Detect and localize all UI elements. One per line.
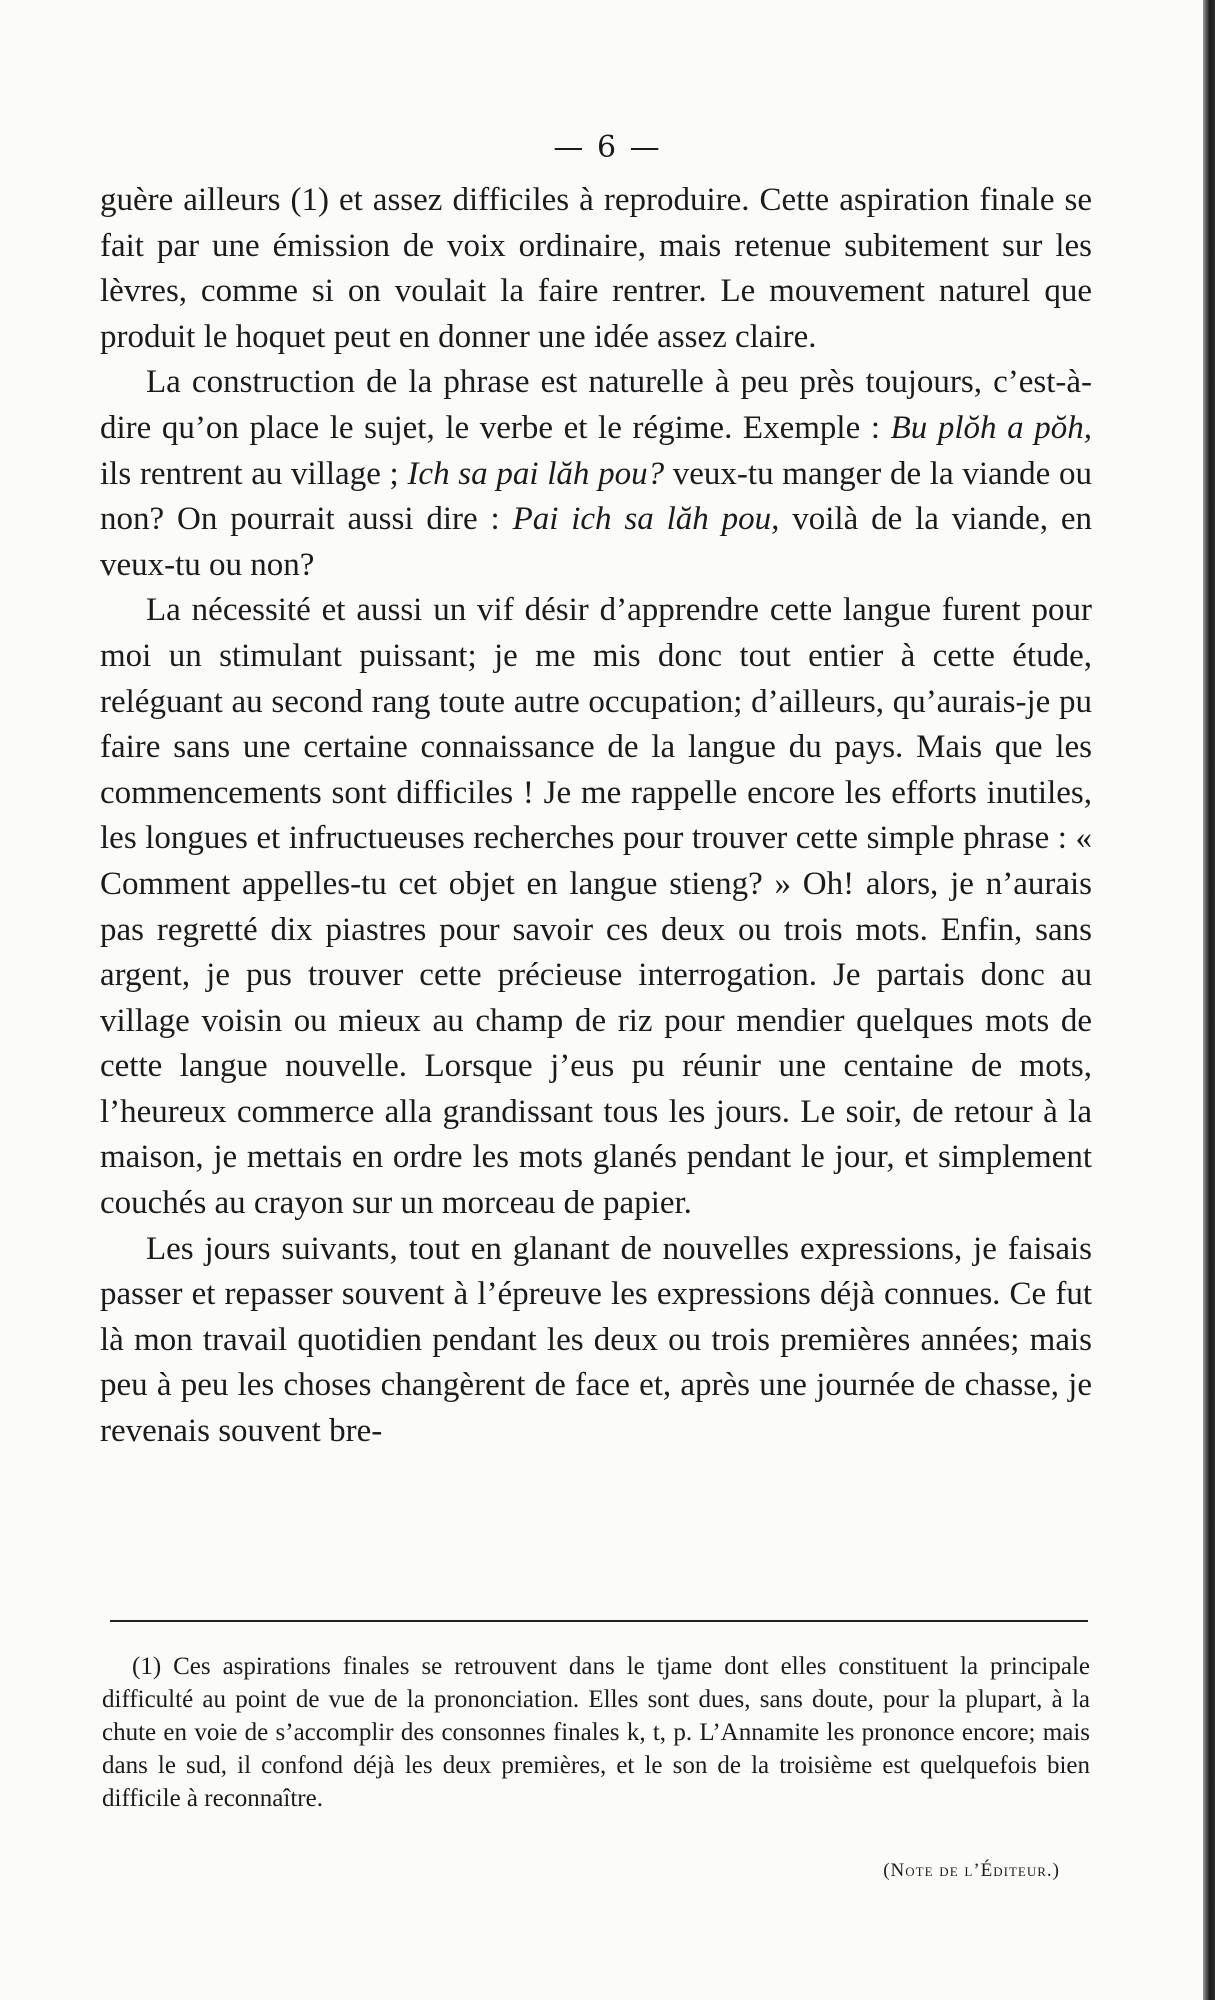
paragraph-text: veux-tu manger de la viande ou non? On pourrait aussi dire : [100, 455, 1092, 538]
stieng-example-2: Ich sa pai lăh pou? [407, 455, 665, 492]
paragraph-text: ils rentrent au village ; [100, 455, 408, 492]
paragraph-text: La construction de la phrase est naturelle à peu près toujours, c’est-à-dire qu’on place le sujet, le verbe et le régime. Exemple : [100, 364, 1092, 446]
paragraph-continuation: guère ailleurs (1) et assez difficiles à reproduire. Cette aspiration finale se fait par une émission de voix ordinaire, mais retenue subitement sur les lèvres, comme si on voulait la faire rentrer. Le mouvement naturel que produit le hoquet peut en donner une idée assez claire. [100, 182, 1092, 355]
footnote-text: (1) Ces aspirations finales se retrouvent dans le tjame dont elles constituent la principale difficulté au point de vue de la prononciation. Elles sont dues, sans doute, pour la plupart, à la chute en voie de s’accomplir des consonnes finales k, t, p. L’Annamite les prononce encore; mais dans le sud, il confond déjà les deux premières, et le son de la troisième est quelquefois bien difficile à reconnaître. [102, 1653, 1090, 1812]
page-number: — 6 — [553, 130, 662, 165]
page-edge-shadow [1203, 0, 1215, 2000]
paragraph-text: voilà de la viande, en veux-tu ou non? [100, 501, 1092, 583]
editor-attribution: (Note de l’Éditeur.) [883, 1860, 1060, 1881]
main-text [100, 178, 1092, 1455]
stieng-example-3: Pai ich sa lăh pou, [512, 501, 780, 538]
paragraph-construction [100, 360, 1092, 588]
footnote-separator [110, 1620, 1088, 1622]
paragraph-learning: La nécessité et aussi un vif désir d’apprendre cette langue furent pour moi un stimulant puissant; je me mis donc tout entier à cette étude, reléguant au second rang toute autre occupation; d’ailleurs, qu’aurais-je pu faire sans une certaine connaissance de la langue du pays. Mais que les commencements sont difficiles ! Je me rappelle encore les efforts inutiles, les longues et infructueuses recherches pour trouver cette simple phrase : « Comment appelles-tu cet objet en langue stieng? » Oh! alors, je n’aurais pas regretté dix piastres pour savoir ces deux ou trois mots. Enfin, sans argent, je pus trouver cette précieuse interrogation. Je partais donc au village voisin ou mieux au champ de riz pour mendier quelques mots de cette langue nouvelle. Lorsque j’eus pu réunir une centaine de mots, l’heureux commerce alla grandissant tous les jours. Le soir, de retour à la maison, je mettais en ordre les mots glanés pendant le jour, et simplement couchés au crayon sur un morceau de papier. [100, 592, 1092, 1222]
stieng-example-1: Bu plŏh a pŏh, [890, 409, 1092, 446]
paragraph-following-days: Les jours suivants, tout en glanant de nouvelles expressions, je faisais passer et repasser souvent à l’épreuve les expressions déjà connues. Ce fut là mon travail quotidien pendant les deux ou trois premières années; mais peu à peu les choses changèrent de face et, après une journée de chasse, je revenais souvent bre- [100, 1230, 1092, 1450]
footnote [102, 1650, 1090, 1815]
